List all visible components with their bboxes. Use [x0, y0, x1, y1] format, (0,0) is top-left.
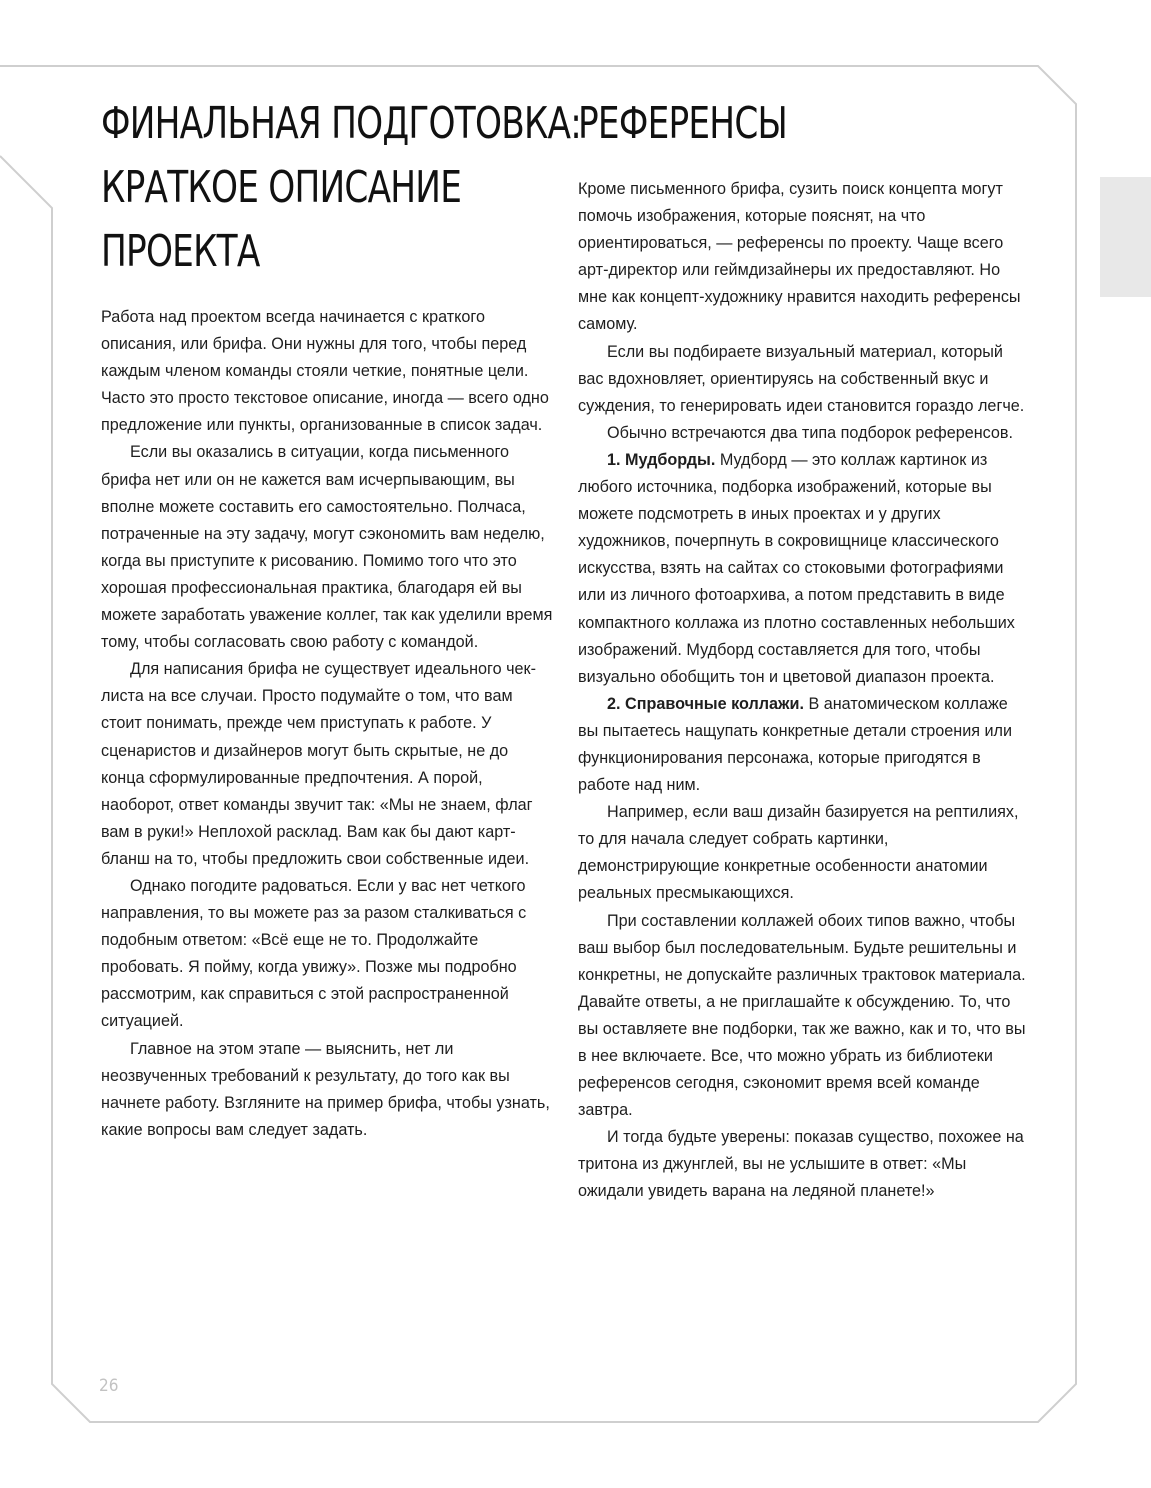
- list-item-moodboards: [578, 447, 1030, 691]
- list-item-reference-collages: [578, 691, 1030, 799]
- paragraph: Например, если ваш дизайн базируется на рептилиях, то для начала следует собрать картинки, демонстрирующие конкретные особенности анатомии реальных пресмыкающихся.: [578, 803, 1019, 903]
- paragraph: Обычно встречаются два типа подборок референсов.: [607, 423, 1014, 442]
- list-item-text: Мудборд — это коллаж картинок из любого источника, подборка изображений, которые вы можете подсмотреть в иных проектах и у других художников, почерпнуть в сокровищнице классического искусства, взять на сайтах со стоковыми фотографиями или из личного фотоархива, а потом представить в виде компактного коллажа из плотно составленных небольших изображений. Мудборд составляется для того, чтобы визуально обобщить тон и цветовой диапазон проекта.: [578, 450, 1015, 686]
- paragraph: Работа над проектом всегда начинается с краткого описания, или брифа. Они нужны для того, чтобы перед каждым членом команды стояли четкие, понятные цели. Часто это просто текстовое описание, иногда — всего одно предложение или пункты, организованные в список задач.: [101, 308, 549, 435]
- section-title-final-preparation: [101, 92, 582, 284]
- section-title-references: РЕФЕРЕНСЫ: [578, 98, 788, 149]
- title-line-3: ПРОЕКТА: [101, 226, 260, 277]
- paragraph: И тогда будьте уверены: показав существо, похожее на тритона из джунглей, вы не услышите в ответ: «Мы ожидали увидеть варана на ледяной планете!»: [578, 1128, 1024, 1201]
- paragraph: Если вы подбираете визуальный материал, который вас вдохновляет, ориентируясь на собственный вкус и суждения, то генерировать идеи становится гораздо легче.: [578, 342, 1025, 415]
- title-line-2: КРАТКОЕ ОПИСАНИЕ: [101, 162, 462, 213]
- list-item-title: 1. Мудборды.: [607, 450, 716, 469]
- paragraph: Если вы оказались в ситуации, когда письменного брифа нет или он не кажется вам исчерпывающим, вы вполне можете составить его самостоятельно. Полчаса, потраченные на эту задачу, могут сэкономить вам неделю, когда вы приступите к рисованию. Помимо того что это хорошая профессиональная практика, благодаря ей вы можете заработать уважение коллег, так как уделили время тому, чтобы согласовать свою работу с командой.: [101, 443, 553, 652]
- paragraph: При составлении коллажей обоих типов важно, чтобы ваш выбор был последовательным. Будьте решительны и конкретны, не допускайте различных трактовок материала. Давайте ответы, а не приглашайте к обсуждению. То, что вы оставляете вне подборки, так же важно, как и то, что вы в нее включаете. Все, что можно убрать из библиотеки референсов сегодня, сэкономит время всей команде завтра.: [578, 911, 1026, 1120]
- list-item-text: В анатомическом коллаже вы пытаетесь нащупать конкретные детали строения или функционирования персонажа, которые пригодятся в работе над ним.: [578, 694, 1013, 795]
- list-item-title: 2. Справочные коллажи.: [607, 694, 804, 713]
- paragraph: Для написания брифа не существует идеального чек-листа на все случаи. Просто подумайте о том, что вам стоит понимать, прежде чем приступать к работе. У сценаристов и дизайнеров могут быть скрытые, не до конца сформулированные предпочтения. А порой, наоборот, ответ команды звучит так: «Мы не знаем, флаг вам в руки!» Неплохой расклад. Вам как бы дают карт-бланш на то, чтобы предложить свои собственные идеи.: [101, 660, 536, 868]
- page-number: 26: [99, 1376, 119, 1396]
- left-column: [101, 92, 582, 1144]
- paragraph: Главное на этом этапе — выяснить, нет ли неозвученных требований к результату, до того как вы начнете работу. Взгляните на пример брифа, чтобы узнать, какие вопросы вам следует задать.: [101, 1039, 550, 1139]
- title-line-1: ФИНАЛЬНАЯ ПОДГОТОВКА:: [101, 98, 582, 149]
- paragraph: Кроме письменного брифа, сузить поиск концепта могут помочь изображения, которые пояснят, на что ориентироваться, — референсы по проекту. Чаще всего арт-директор или геймдизайнеры их предоставляют. Но мне как концепт-художнику нравится находить референсы самому.: [578, 180, 1021, 334]
- side-tab-marker: [1100, 177, 1151, 297]
- paragraph: Однако погодите радоваться. Если у вас нет четкого направления, то вы можете раз за разом сталкиваться с подобным ответом: «Всё еще не то. Продолжайте пробовать. Я пойму, когда увижу». Позже мы подробно рассмотрим, как справиться с этой распространенной ситуацией.: [101, 876, 527, 1031]
- right-column: [578, 92, 1030, 1206]
